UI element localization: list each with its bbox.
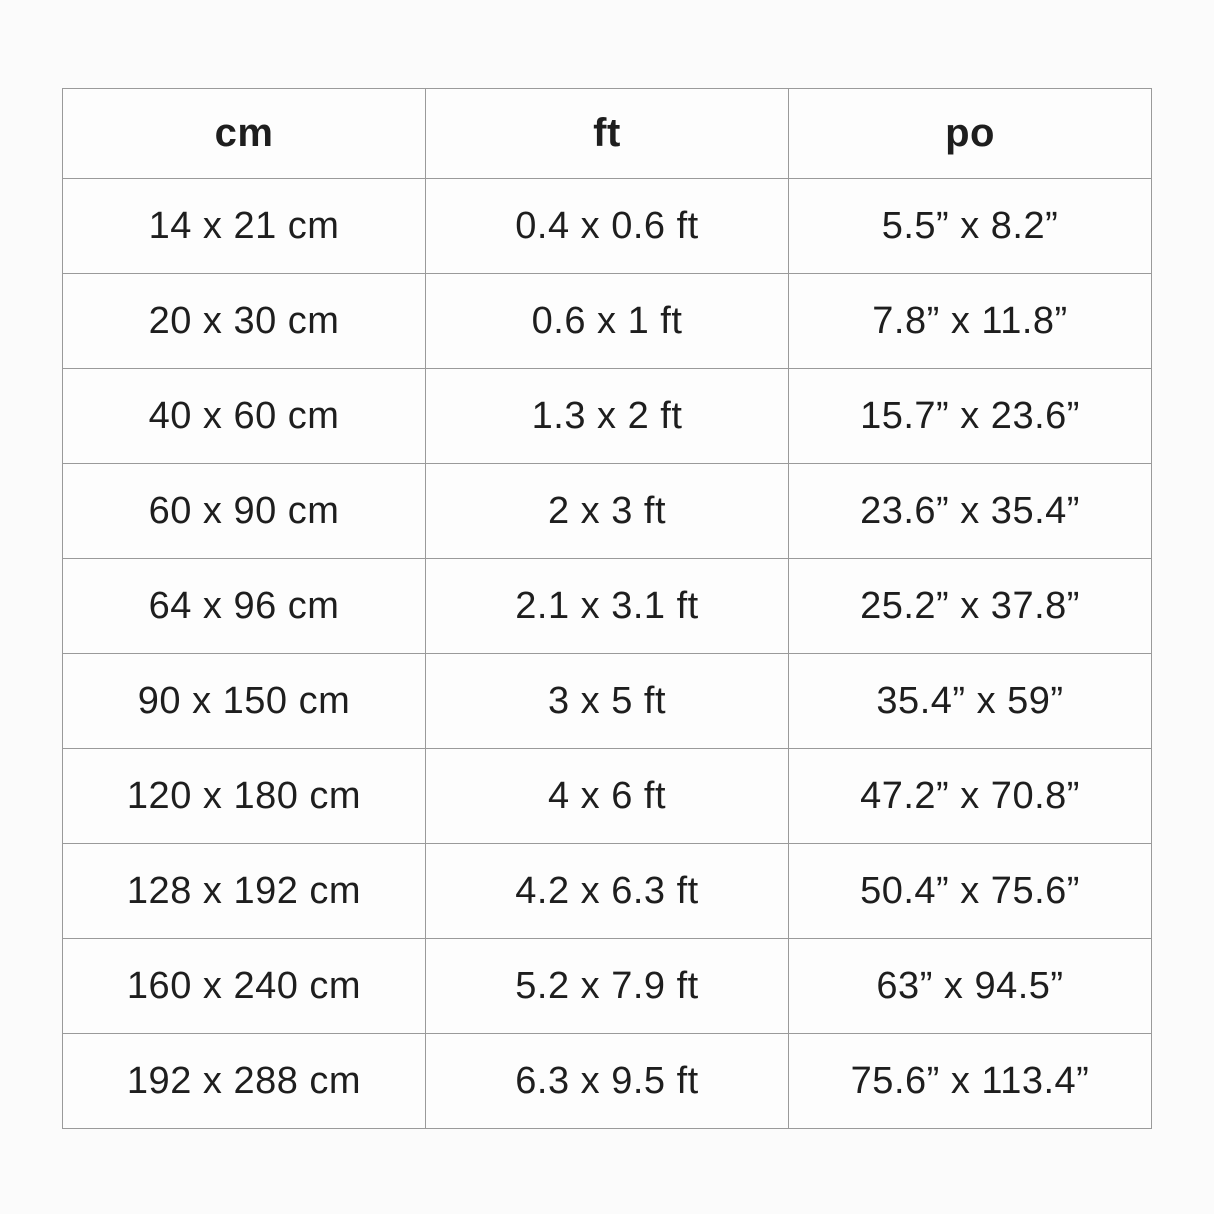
table-row bbox=[63, 749, 1152, 844]
table-cell-ft: 4 x 6 ft bbox=[426, 749, 789, 844]
table-cell-ft: 2 x 3 ft bbox=[426, 464, 789, 559]
table-cell-ft: 5.2 x 7.9 ft bbox=[426, 939, 789, 1034]
table-cell-cm: 160 x 240 cm bbox=[63, 939, 426, 1034]
table-row bbox=[63, 559, 1152, 654]
table-cell-cm: 14 x 21 cm bbox=[63, 179, 426, 274]
table-cell-po: 63” x 94.5” bbox=[789, 939, 1152, 1034]
table-cell-cm: 40 x 60 cm bbox=[63, 369, 426, 464]
table-cell-cm: 128 x 192 cm bbox=[63, 844, 426, 939]
header-row bbox=[63, 89, 1152, 179]
table-cell-ft: 0.4 x 0.6 ft bbox=[426, 179, 789, 274]
table-row bbox=[63, 1034, 1152, 1129]
table-cell-po: 47.2” x 70.8” bbox=[789, 749, 1152, 844]
table-cell-po: 7.8” x 11.8” bbox=[789, 274, 1152, 369]
table-cell-cm: 60 x 90 cm bbox=[63, 464, 426, 559]
table-cell-ft: 0.6 x 1 ft bbox=[426, 274, 789, 369]
table-cell-ft: 1.3 x 2 ft bbox=[426, 369, 789, 464]
table-cell-cm: 20 x 30 cm bbox=[63, 274, 426, 369]
size-conversion-table bbox=[62, 88, 1152, 1129]
table-row bbox=[63, 464, 1152, 559]
table-cell-po: 75.6” x 113.4” bbox=[789, 1034, 1152, 1129]
table-body bbox=[63, 179, 1152, 1129]
table-cell-cm: 64 x 96 cm bbox=[63, 559, 426, 654]
column-header-ft: ft bbox=[426, 89, 789, 179]
column-header-cm: cm bbox=[63, 89, 426, 179]
table-cell-po: 5.5” x 8.2” bbox=[789, 179, 1152, 274]
table-row bbox=[63, 654, 1152, 749]
table-cell-po: 25.2” x 37.8” bbox=[789, 559, 1152, 654]
table-cell-cm: 192 x 288 cm bbox=[63, 1034, 426, 1129]
table-cell-po: 23.6” x 35.4” bbox=[789, 464, 1152, 559]
table-row bbox=[63, 844, 1152, 939]
table-row bbox=[63, 274, 1152, 369]
table-cell-po: 50.4” x 75.6” bbox=[789, 844, 1152, 939]
table-row bbox=[63, 179, 1152, 274]
size-conversion-table-container bbox=[62, 88, 1152, 1129]
table-row bbox=[63, 369, 1152, 464]
table-cell-cm: 90 x 150 cm bbox=[63, 654, 426, 749]
table-header bbox=[63, 89, 1152, 179]
table-cell-ft: 6.3 x 9.5 ft bbox=[426, 1034, 789, 1129]
table-row bbox=[63, 939, 1152, 1034]
column-header-po: po bbox=[789, 89, 1152, 179]
table-cell-po: 35.4” x 59” bbox=[789, 654, 1152, 749]
table-cell-cm: 120 x 180 cm bbox=[63, 749, 426, 844]
table-cell-ft: 4.2 x 6.3 ft bbox=[426, 844, 789, 939]
table-cell-ft: 3 x 5 ft bbox=[426, 654, 789, 749]
table-cell-ft: 2.1 x 3.1 ft bbox=[426, 559, 789, 654]
table-cell-po: 15.7” x 23.6” bbox=[789, 369, 1152, 464]
